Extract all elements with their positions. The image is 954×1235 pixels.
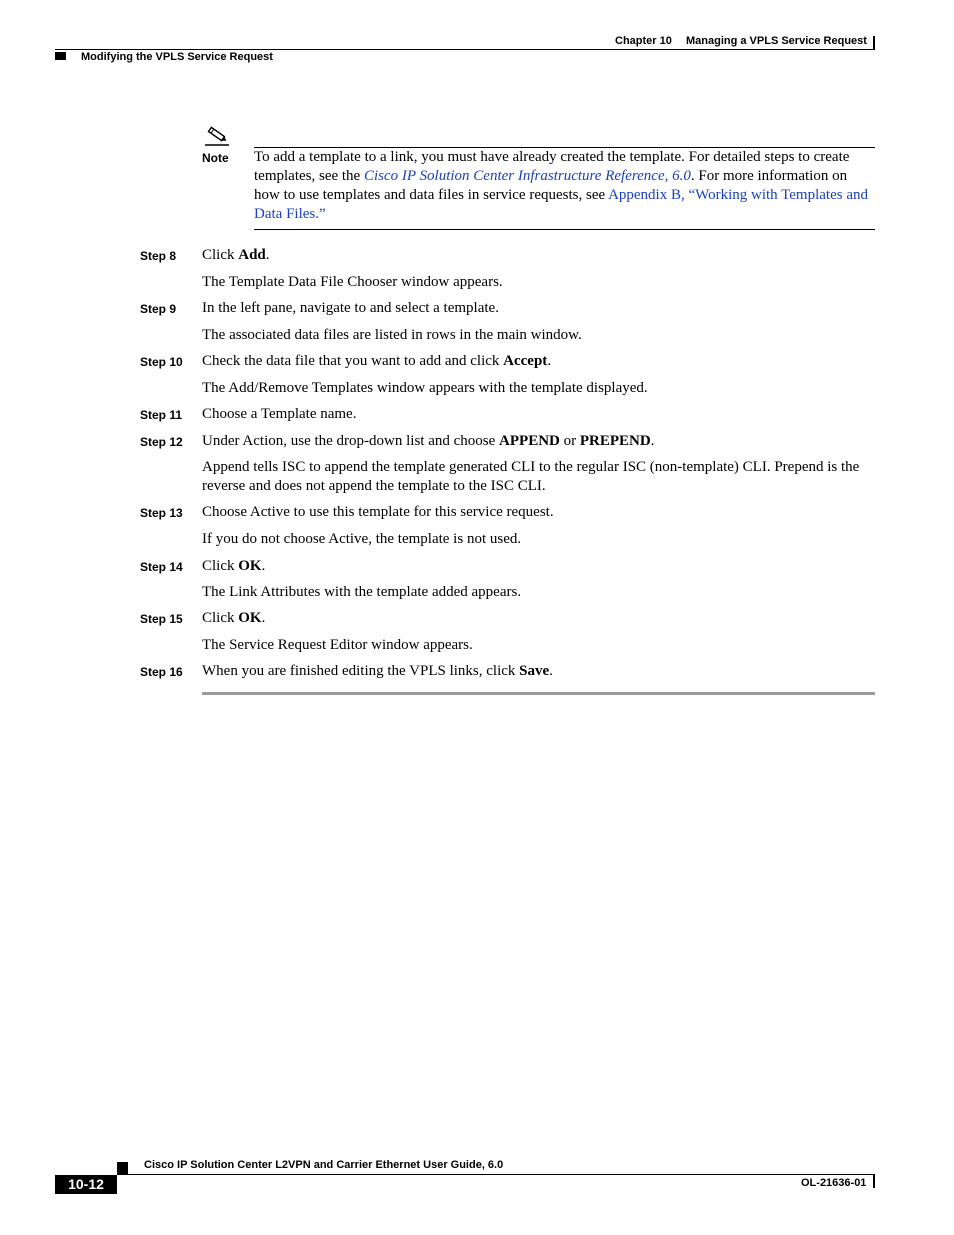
header-tick xyxy=(873,36,875,50)
ui-term: OK xyxy=(238,558,262,574)
note-text: To add a template to a link, you must have already created the template. For detailed steps to create templates, see the Cisco IP Solution Center Infrastructure Reference, 6.0. For more information on how to use templates and data files in service requests, see Appendix B, “Working with Templates and Data Files.” xyxy=(254,149,868,222)
step-label: Step 15 xyxy=(140,612,183,626)
appendix-b-link[interactable]: Appendix B, “Working with Templates and Data Files.” xyxy=(254,187,868,222)
step-label: Step 16 xyxy=(140,665,183,679)
step-label: Step 9 xyxy=(140,302,177,316)
ui-term: Accept xyxy=(503,353,548,369)
step-instruction: Choose Active to use this template for this service request. xyxy=(202,504,554,520)
footer-rule xyxy=(117,1174,875,1175)
pencil-note-icon xyxy=(203,124,231,148)
step-result: The Add/Remove Templates window appears with the template displayed. xyxy=(202,380,648,396)
footer-tick xyxy=(873,1175,875,1188)
step-result: Append tells ISC to append the template generated CLI to the regular ISC (non-template) CLI. Prepend is the reverse and does not append the template to the ISC CLI. xyxy=(202,459,860,494)
step-instruction: Under Action, use the drop-down list and choose APPEND or PREPEND. xyxy=(202,433,655,449)
note-label: Note xyxy=(202,151,229,165)
ui-term: APPEND xyxy=(499,433,560,449)
step-label: Step 8 xyxy=(140,249,177,263)
ui-term: Add xyxy=(238,247,266,263)
step-instruction: Click OK. xyxy=(202,558,266,574)
step-instruction: In the left pane, navigate to and select a template. xyxy=(202,300,499,316)
document-id: OL-21636-01 xyxy=(801,1177,867,1189)
ui-term: PREPEND xyxy=(579,433,651,449)
infrastructure-reference-link[interactable]: Cisco IP Solution Center Infrastructure Reference, 6.0 xyxy=(363,168,691,184)
header-rule xyxy=(55,49,875,50)
step-instruction: Choose a Template name. xyxy=(202,406,357,422)
step-result: The associated data files are listed in rows in the main window. xyxy=(202,327,582,343)
chapter-number: Chapter 10 xyxy=(615,35,672,47)
step-result: The Service Request Editor window appears. xyxy=(202,637,473,653)
step-result: If you do not choose Active, the template is not used. xyxy=(202,531,522,547)
step-label: Step 12 xyxy=(140,435,183,449)
chapter-title: Managing a VPLS Service Request xyxy=(686,35,867,47)
step-result: The Link Attributes with the template added appears. xyxy=(202,584,522,600)
step-label: Step 13 xyxy=(140,506,183,520)
ui-term: OK xyxy=(238,610,262,626)
header-block xyxy=(55,52,66,60)
step-label: Step 11 xyxy=(140,408,183,422)
step-label: Step 14 xyxy=(140,560,183,574)
footer-block xyxy=(117,1162,128,1174)
step-instruction: Click OK. xyxy=(202,610,266,626)
step-label: Step 10 xyxy=(140,355,183,369)
ui-term: Save xyxy=(519,663,550,679)
step-instruction: Click Add. xyxy=(202,247,270,263)
section-title: Modifying the VPLS Service Request xyxy=(81,51,273,63)
procedure-end-rule xyxy=(202,692,875,695)
note-bottom-rule xyxy=(254,229,875,230)
step-instruction: When you are finished editing the VPLS links, click Save. xyxy=(202,663,553,679)
page-number: 10-12 xyxy=(55,1175,117,1194)
step-result: The Template Data File Chooser window appears. xyxy=(202,274,503,290)
step-instruction: Check the data file that you want to add and click Accept. xyxy=(202,353,552,369)
guide-title: Cisco IP Solution Center L2VPN and Carrier Ethernet User Guide, 6.0 xyxy=(144,1159,504,1171)
